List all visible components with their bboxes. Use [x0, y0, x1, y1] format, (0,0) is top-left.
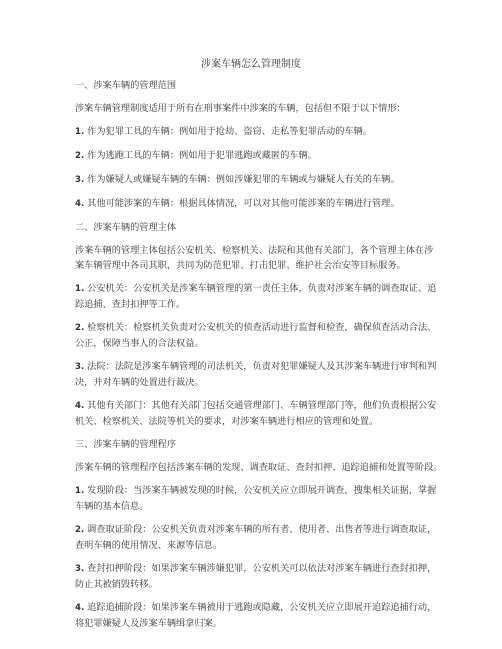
- section-heading: 三、涉案车辆的管理程序: [75, 439, 177, 450]
- item-text: 检察机关：检察机关负责对公安机关的侦查活动进行监督和检查，确保侦查活动合法、: [87, 322, 437, 333]
- document-title: 涉案车辆怎么管理制度: [201, 59, 301, 70]
- item-number: 4.: [75, 199, 85, 209]
- list-item-continuation: 踪追捕、查封扣押等工作。: [75, 299, 186, 310]
- item-number: 2.: [75, 323, 85, 333]
- list-item-continuation: 车辆的基本信息。: [75, 501, 149, 512]
- list-item-continuation: 查明车辆的使用情况、来源等信息。: [75, 540, 222, 551]
- section-intro: 涉案车辆的管理程序包括涉案车辆的发现、调查取证、查封扣押、追踪追捕和处置等阶段。: [75, 462, 443, 473]
- list-item: [75, 483, 440, 499]
- item-text: 其他有关部门：其他有关部门包括交通管理部门、车辆管理部门等，他们负责根据公安: [87, 400, 437, 411]
- item-number: 1.: [75, 284, 85, 294]
- item-number: 3.: [75, 175, 85, 185]
- section-scope: [75, 78, 440, 212]
- item-number: 1.: [75, 127, 85, 137]
- item-number: 4.: [75, 401, 85, 411]
- section-intro-line: 涉案车辆的管理主体包括公安机关、检察机关、法院和其他有关部门，各个管理主体在涉: [75, 245, 434, 256]
- list-item: [75, 359, 440, 375]
- item-number: 3.: [75, 362, 85, 372]
- item-number: 3.: [75, 564, 85, 574]
- list-item-continuation: 防止其被销毁转移。: [75, 579, 158, 590]
- list-item-continuation: 机关、检察机关、法院等机关的要求，对涉案车辆进行相应的管理和处置。: [75, 416, 379, 427]
- list-item: [75, 320, 440, 336]
- item-text: 追踪追捕阶段：如果涉案车辆被用于逃跑或隐藏，公安机关应立即展开追踪追捕行动，: [87, 602, 437, 613]
- list-item: [75, 281, 440, 297]
- list-item: [75, 398, 440, 414]
- section-heading: 一、涉案车辆的管理范围: [75, 80, 177, 91]
- list-item: [75, 522, 440, 538]
- item-text: 法院：法院是涉案车辆管理的司法机关，负责对犯罪嫌疑人及其涉案车辆进行审判和判: [87, 361, 437, 372]
- item-number: 2.: [75, 151, 85, 161]
- item-number: 2.: [75, 525, 85, 535]
- item-text: 查封扣押阶段：如果涉案车辆涉嫌犯罪，公安机关可以依法对涉案车辆进行查封扣押，: [87, 563, 437, 574]
- section-subjects: [75, 220, 440, 429]
- item-text: 作为嫌疑人或嫌疑车辆的车辆：例如涉嫌犯罪的车辆或与嫌疑人有关的车辆。: [87, 174, 400, 185]
- list-item: [75, 196, 440, 212]
- list-item: [75, 561, 440, 577]
- item-number: 4.: [75, 603, 85, 613]
- list-item: [75, 172, 440, 188]
- list-item-continuation: 公正，保障当事人的合法权益。: [75, 338, 204, 349]
- section-intro-line: 案车辆管理中各司其职，共同为防范犯罪、打击犯罪、维护社会治安等目标服务。: [75, 260, 406, 271]
- list-item: [75, 600, 440, 616]
- item-number: 1.: [75, 486, 85, 496]
- list-item: [75, 148, 440, 164]
- list-item: [75, 124, 440, 140]
- list-item-continuation: 决，并对车辆的处置进行裁决。: [75, 377, 204, 388]
- section-heading: 二、涉案车辆的管理主体: [75, 222, 177, 233]
- section-intro: 涉案车辆管理制度适用于所有在刑事案件中涉案的车辆，包括但不限于以下情形：: [75, 103, 406, 114]
- item-text: 调查取证阶段：公安机关负责对涉案车辆的所有者、使用者、出售者等进行调查取证，: [87, 524, 437, 535]
- item-text: 发现阶段：当涉案车辆被发现的时候，公安机关应立即展开调查，搜集相关证据，掌握: [87, 485, 437, 496]
- document-body: [75, 78, 443, 631]
- item-text: 作为犯罪工具的车辆：例如用于抢劫、盗窃、走私等犯罪活动的车辆。: [87, 126, 372, 137]
- list-item-continuation: 将犯罪嫌疑人及涉案车辆缉拿归案。: [75, 618, 222, 629]
- item-text: 其他可能涉案的车辆：根据具体情况，可以对其他可能涉案的车辆进行管理。: [87, 198, 400, 209]
- item-text: 作为逃跑工具的车辆：例如用于犯罪逃跑或藏匿的车辆。: [87, 150, 317, 161]
- item-text: 公安机关：公安机关是涉案车辆管理的第一责任主体，负责对涉案车辆的调查取证、追: [87, 283, 437, 294]
- section-procedure: [75, 437, 443, 631]
